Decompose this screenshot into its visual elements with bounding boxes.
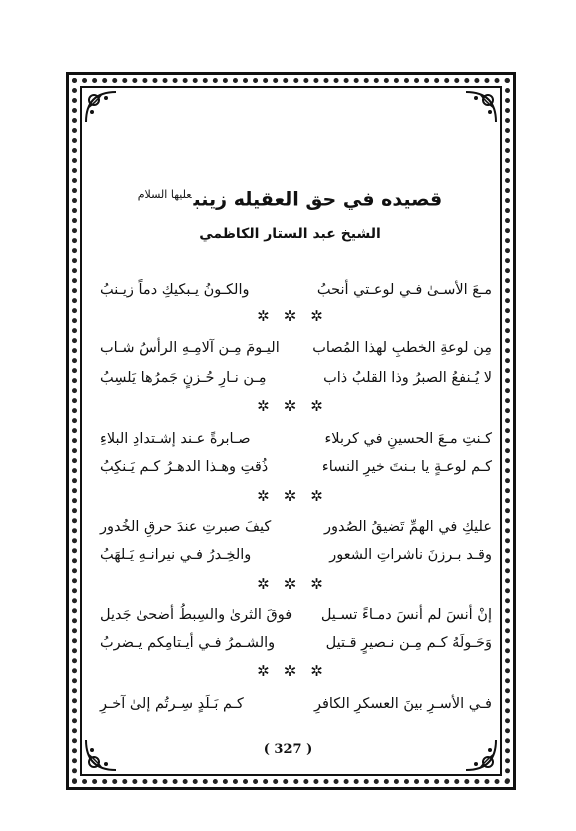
verse-second-hemistich: والشـمرُ فـي أيـتامِكم يـضربُ: [100, 635, 276, 651]
verse-first-hemistich: مِن لوعةِ الخطبِ لهذا المُصاب: [312, 340, 492, 356]
star-ornament-icon: ✲: [310, 307, 323, 325]
verse: [100, 370, 492, 392]
star-ornament-icon: ✲: [283, 575, 297, 593]
star-ornament-icon: ✲: [283, 662, 297, 680]
verse-second-hemistich: كيفَ صبرتِ عندَ حرقِ الخُدور: [100, 519, 272, 535]
corner-ornament-bottom-right: [462, 736, 500, 774]
stanza-separator: [180, 306, 400, 326]
stanza-separator: [180, 486, 400, 506]
verse-first-hemistich: وَحَـولَهُ كـم مِـن نـصيرٍ قـتيل: [325, 635, 492, 651]
corner-ornament-top-right: [462, 88, 500, 126]
verse: [100, 519, 492, 541]
verse-first-hemistich: مـعَ الأسـىٰ فـي لوعـتي أنحبُ: [316, 282, 492, 298]
verse-second-hemistich: فوقَ الثرىٰ والسِبطُ أضحىٰ جَديل: [100, 607, 293, 623]
verse: [100, 547, 492, 569]
verse: [100, 431, 492, 453]
poem-title: [120, 188, 460, 210]
verse: [100, 696, 492, 718]
page-number: ( 327 ): [263, 742, 313, 757]
star-ornament-icon: ✲: [257, 307, 270, 325]
corner-ornament-top-left: [82, 88, 120, 126]
verse: [100, 340, 492, 362]
honorific-glyph: عليها السلام: [137, 188, 192, 201]
verse: [100, 635, 492, 657]
star-ornament-icon: ✲: [283, 397, 297, 415]
star-ornament-icon: ✲: [257, 487, 270, 505]
poem-author: الشيخ عبد الستار الكاظمي: [199, 226, 381, 242]
stanza-separator: [180, 574, 400, 594]
star-ornament-icon: ✲: [310, 575, 323, 593]
corner-ornament-bottom-left: [82, 736, 120, 774]
star-ornament-icon: ✲: [257, 397, 270, 415]
verse-second-hemistich: مِـن نـارِ حُـزنٍ جَمرُها يَلسِبُ: [100, 370, 267, 386]
star-ornament-icon: ✲: [257, 575, 270, 593]
verse: [100, 459, 492, 481]
verse-first-hemistich: لا يُـنفعُ الصبرُ وذا القلبُ ذاب: [323, 370, 492, 386]
verse-first-hemistich: عليكِ في الهمِّ تَضيقُ الصُدور: [324, 519, 492, 535]
verse-second-hemistich: والكـونُ يـبكيكِ دماً زيـنبُ: [100, 282, 250, 298]
star-ornament-icon: ✲: [283, 307, 297, 325]
verse: [100, 282, 492, 304]
star-ornament-icon: ✲: [310, 397, 323, 415]
star-ornament-icon: ✲: [283, 487, 297, 505]
verse-first-hemistich: إنْ أنسَ لم أنسَ دمـاءً تسـيل: [320, 607, 492, 623]
verse-first-hemistich: وقـد بـرزنَ ناشراتِ الشعور: [329, 547, 492, 563]
verse-first-hemistich: فـي الأسـرِ بينَ العسكرِ الكافرِ: [313, 696, 492, 712]
verse-second-hemistich: والخِـدرُ فـي نيرانـهِ يَـلهَبُ: [100, 547, 252, 563]
star-ornament-icon: ✲: [257, 662, 270, 680]
verse-first-hemistich: كـم لوعـةٍ يا بـنتَ خيرِ النساء: [321, 459, 492, 475]
verse-second-hemistich: اليـومَ مِـن آلامِـهِ الرأسُ شـاب: [100, 340, 280, 356]
verse-second-hemistich: كـم بَـلَدٍ سِـرتُم إلىٰ آخـرِ: [100, 696, 244, 712]
poem-title-text: قصيده في حق العقيله زينب: [193, 188, 443, 211]
star-ornament-icon: ✲: [310, 662, 323, 680]
verse-first-hemistich: كـنتِ مـعَ الحسينِ في كربلاء: [324, 431, 492, 447]
verse-second-hemistich: ذُقتِ وهـذا الدهـرُ كـم يَـنكِبُ: [100, 459, 269, 475]
stanza-separator: [180, 661, 400, 681]
verse: [100, 607, 492, 629]
verse-second-hemistich: صـابرةً عـند إشـتدادِ البلاءِ: [100, 431, 251, 447]
star-ornament-icon: ✲: [310, 487, 323, 505]
stanza-separator: [180, 396, 400, 416]
